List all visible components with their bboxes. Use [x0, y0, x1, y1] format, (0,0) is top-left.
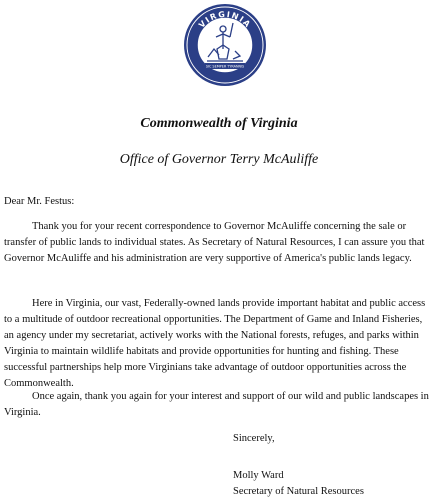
signer-title: Secretary of Natural Resources [233, 486, 364, 497]
letterhead-title: Commonwealth of Virginia [140, 116, 298, 131]
letter-paragraph-2: Here in Virginia, our vast, Federally-owned lands provide important habitat and public access to a multitude of outdoor recreational opportunities. The Department of Game and Inland Fisheries, an agency under my secretariat, actively works with the National forests, refuges, and parks within Virginia to maintain wildlife habitats and provide opportunities for hunting and fishing. These successful partnerships help more Virginians take advantage of outdoor opportunities across the Commonwealth. [4, 298, 426, 389]
letter-closing: Sincerely, [233, 433, 275, 444]
letterhead-office: Office of Governor Terry McAuliffe [119, 152, 319, 167]
seal-motto: SIC SEMPER TYRANNIS [205, 64, 245, 69]
seal-ring-text: VIRGINIA [197, 9, 253, 30]
letter-paragraph-3: Once again, thank you again for your interest and support of our wild and public landscapes in Virginia. [4, 391, 429, 418]
state-seal [183, 3, 267, 87]
letter-paragraph-1: Thank you for your recent correspondence to Governor McAuliffe concerning the sale or transfer of public lands to individual states. As Secretary of Natural Resources, I can assure you that Governor McAuliffe and his administration are very supportive of America's public lands legacy. [4, 221, 425, 264]
virginia-seal-icon [183, 3, 267, 87]
signer-name: Molly Ward [233, 470, 284, 481]
letter-greeting: Dear Mr. Festus: [4, 196, 75, 207]
